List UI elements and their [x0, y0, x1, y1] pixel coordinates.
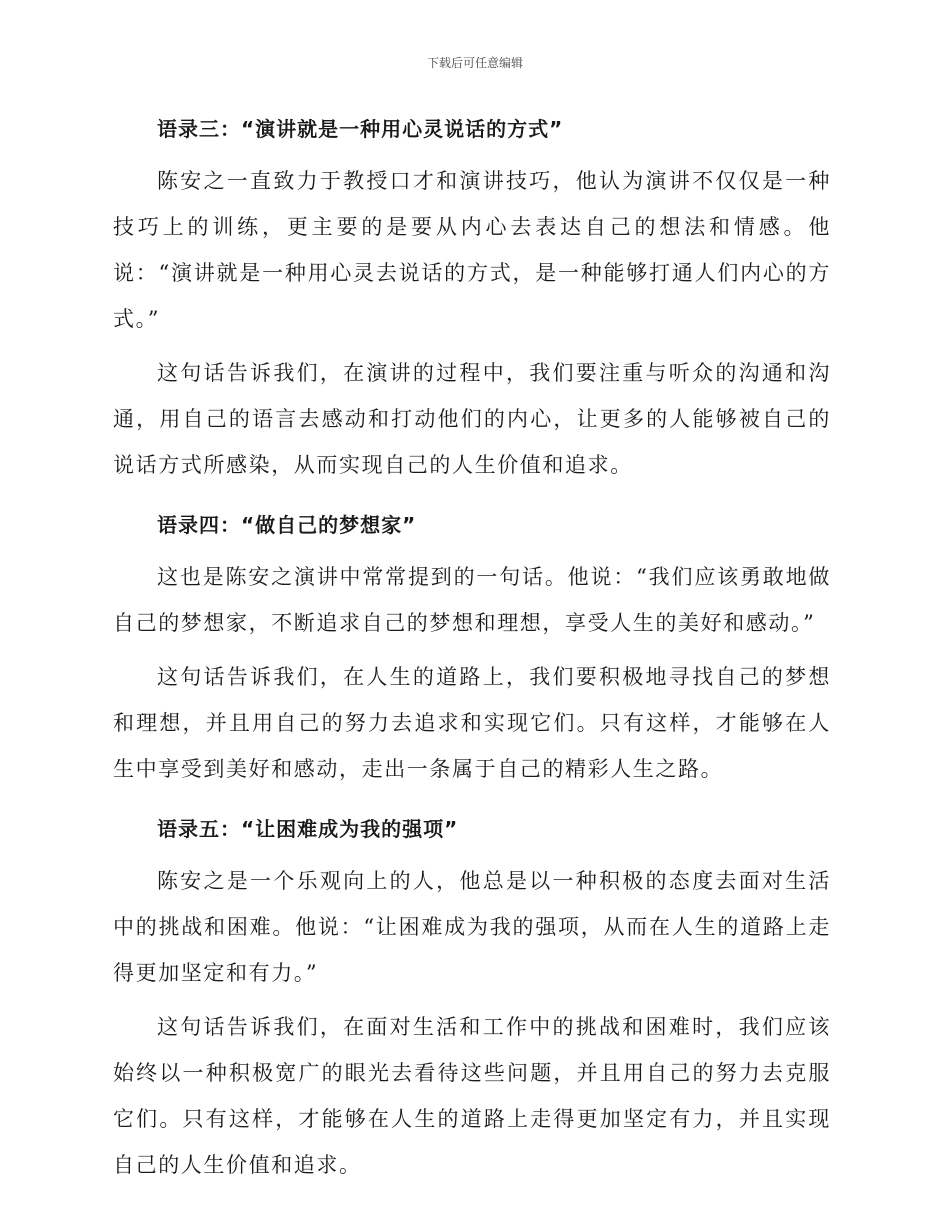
section-heading-4: 语录四：“做自己的梦想家” [157, 513, 417, 537]
paragraph: 这也是陈安之演讲中常常提到的一句话。他说：“我们应该勇敢地做自己的梦想家，不断追求自己的梦想和理想，享受人生的美好和感动。” [113, 565, 831, 635]
paragraph: 这句话告诉我们，在人生的道路上，我们要积极地寻找自己的梦想和理想，并且用自己的努力去追求和实现它们。只有这样，才能够在人生中享受到美好和感动，走出一条属于自己的精彩人生之路。 [113, 665, 831, 781]
section-heading-5: 语录五：“让困难成为我的强项” [157, 817, 459, 841]
paragraph: 这句话告诉我们，在面对生活和工作中的挑战和困难时，我们应该始终以一种积极宽广的眼光去看待这些问题，并且用自己的努力去克服它们。只有这样，才能够在人生的道路上走得更加坚定有力，并且实现自己的人生价值和追求。 [113, 1015, 831, 1177]
paragraph: 这句话告诉我们，在演讲的过程中，我们要注重与听众的沟通和沟通，用自己的语言去感动和打动他们的内心，让更多的人能够被自己的说话方式所感染，从而实现自己的人生价值和追求。 [113, 361, 831, 477]
section-heading-3: 语录三：“演讲就是一种用心灵说话的方式” [157, 117, 564, 141]
page-header: 下载后可任意编辑 [426, 56, 523, 70]
paragraph: 陈安之是一个乐观向上的人，他总是以一种积极的态度去面对生活中的挑战和困难。他说：“让困难成为我的强项，从而在人生的道路上走得更加坚定和有力。” [113, 869, 831, 985]
paragraph: 陈安之一直致力于教授口才和演讲技巧，他认为演讲不仅仅是一种技巧上的训练，更主要的是要从内心去表达自己的想法和情感。他说：“演讲就是一种用心灵去说话的方式，是一种能够打通人们内心的方式。” [113, 169, 831, 331]
document-body [113, 100, 831, 1188]
